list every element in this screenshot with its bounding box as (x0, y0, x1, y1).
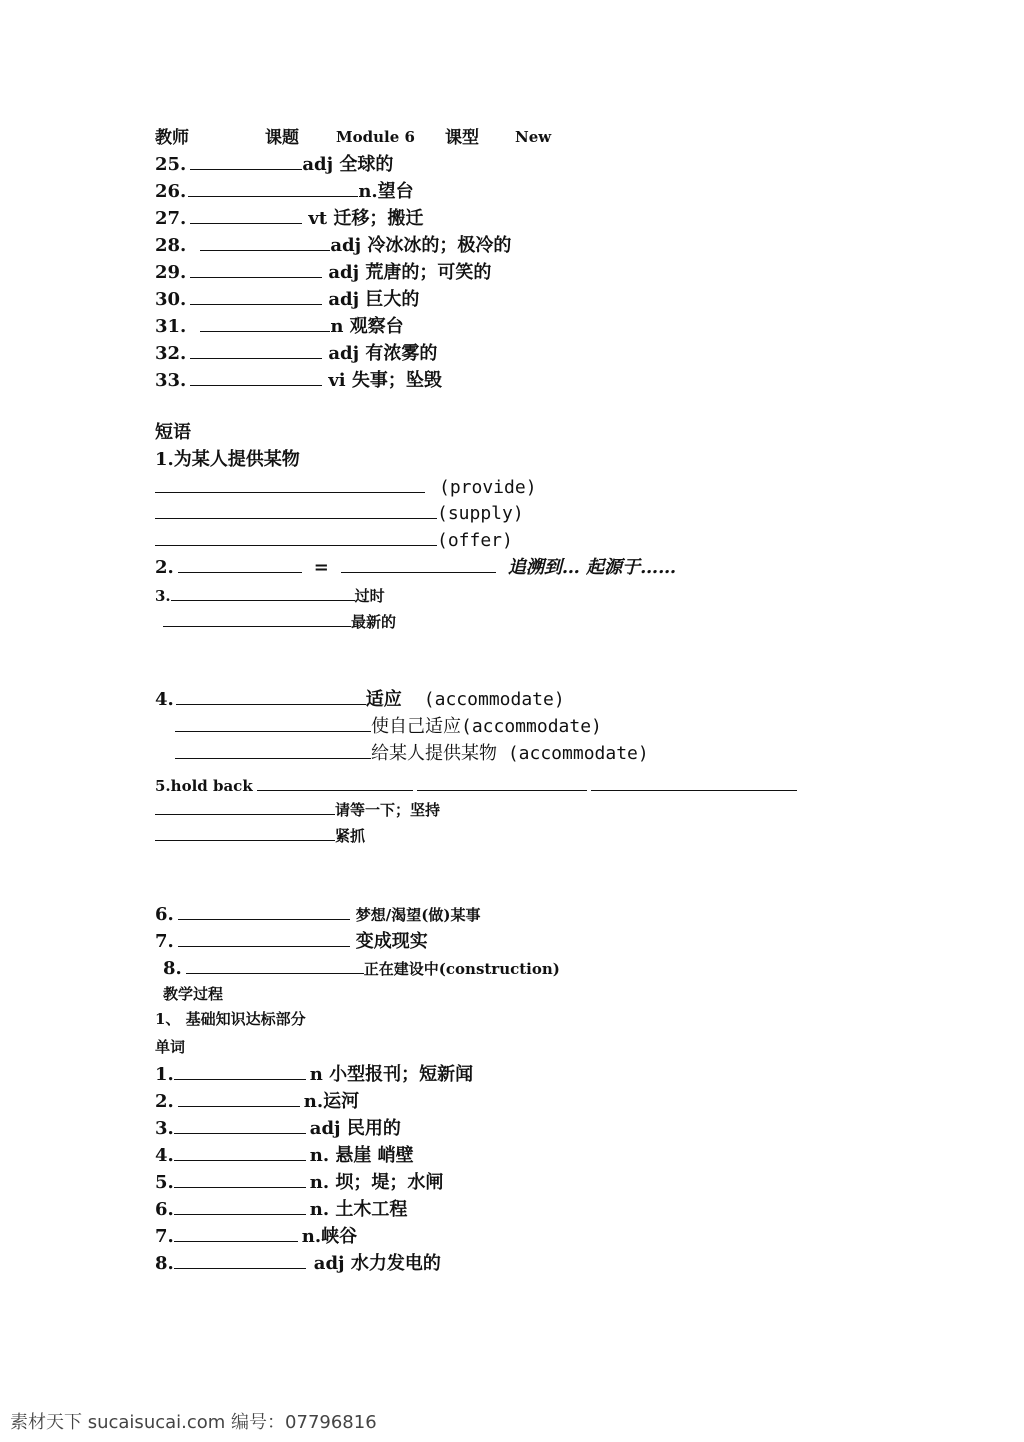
answer-blank[interactable] (417, 776, 587, 791)
type-value: New (515, 128, 552, 146)
module-name: Module 6 (336, 128, 415, 146)
phrase-5-line (155, 776, 797, 794)
list-item (155, 1254, 441, 1273)
phrase-1-title: 1.为某人提供某物 (155, 449, 300, 470)
list-item (155, 1119, 401, 1138)
item-meaning: 变成现实 (355, 931, 428, 952)
answer-blank[interactable] (341, 558, 496, 573)
item-meaning: adj 有浓雾的 (328, 343, 438, 364)
item-number: 30. (155, 289, 187, 310)
answer-blank[interactable] (178, 558, 302, 573)
item-meaning: 最新的 (351, 613, 397, 631)
answer-blank[interactable] (155, 826, 335, 841)
answer-blank[interactable] (155, 504, 437, 519)
list-item (155, 1065, 473, 1084)
phrase-7-line (155, 932, 428, 951)
item-number: 2. (155, 1091, 174, 1112)
answer-blank[interactable] (174, 1173, 306, 1188)
phrase-1-line-supply (155, 504, 524, 523)
item-meaning: 给某人提供某物 (accommodate) (371, 743, 649, 764)
item-number: 2. (155, 557, 174, 578)
phrase-label: 5.hold back (155, 777, 253, 795)
list-item (155, 1092, 359, 1111)
phrase-3-line-2 (163, 612, 396, 630)
answer-blank[interactable] (174, 1146, 306, 1161)
phrase-8-line (163, 959, 560, 978)
answer-blank[interactable] (591, 776, 797, 791)
answer-blank[interactable] (190, 290, 322, 305)
item-number: 33. (155, 370, 187, 391)
item-number: 5. (155, 1172, 174, 1193)
answer-blank[interactable] (200, 317, 330, 332)
item-number: 6. (155, 904, 174, 925)
answer-blank[interactable] (190, 155, 302, 170)
words-label: 单词 (155, 1038, 186, 1056)
item-number: 4. (155, 689, 174, 710)
answer-blank[interactable] (186, 959, 364, 974)
item-meaning: n 小型报刊；短新闻 (309, 1064, 474, 1085)
item-meaning: 使自己适应(accommodate) (371, 716, 602, 737)
item-meaning: adj 冷冰冰的；极冷的 (330, 235, 512, 256)
answer-blank[interactable] (174, 1200, 306, 1215)
list-item (155, 344, 437, 363)
answer-blank[interactable] (257, 776, 413, 791)
phrase-4-line-2 (175, 717, 602, 736)
item-meaning: adj 水力发电的 (313, 1253, 441, 1274)
hint-text: (provide) (439, 477, 537, 498)
item-number: 1. (155, 1064, 174, 1085)
item-meaning: n. 土木工程 (309, 1199, 408, 1220)
item-number: 26. (155, 181, 187, 202)
answer-blank[interactable] (178, 1092, 300, 1107)
list-item (155, 1200, 407, 1219)
answer-blank[interactable] (190, 209, 302, 224)
answer-blank[interactable] (174, 1119, 306, 1134)
item-number: 31. (155, 316, 187, 337)
list-item (155, 209, 423, 228)
answer-blank[interactable] (174, 1227, 298, 1242)
type-label: 课型 (445, 128, 479, 148)
item-number: 27. (155, 208, 187, 229)
list-item (155, 1173, 443, 1192)
list-item (155, 1146, 414, 1165)
answer-blank[interactable] (163, 612, 351, 627)
answer-blank[interactable] (188, 182, 358, 197)
phrase-6-line (155, 905, 480, 924)
item-number: 6. (155, 1199, 174, 1220)
answer-blank[interactable] (155, 800, 335, 815)
list-item (155, 290, 419, 309)
answer-blank[interactable] (190, 263, 322, 278)
item-meaning: n. 坝；堤；水闸 (309, 1172, 444, 1193)
answer-blank[interactable] (178, 932, 350, 947)
watermark-bar (0, 1400, 1024, 1442)
item-number: 32. (155, 343, 187, 364)
answer-blank[interactable] (175, 717, 371, 732)
item-meaning: n. 悬崖 峭壁 (309, 1145, 414, 1166)
phrase-1-line-offer (155, 531, 513, 550)
watermark-text: 素材天下 sucaisucai.com 编号：07796816 (10, 1412, 377, 1433)
list-item (155, 182, 414, 201)
list-item (155, 1227, 357, 1246)
phrase-4-line (155, 690, 565, 709)
item-number: 29. (155, 262, 187, 283)
answer-blank[interactable] (174, 1065, 306, 1080)
item-meaning: adj 全球的 (302, 154, 394, 175)
item-meaning: 紧抓 (335, 827, 366, 845)
answer-blank[interactable] (175, 744, 371, 759)
item-number: 3. (155, 587, 171, 605)
header-row (155, 130, 575, 150)
item-meaning: n 观察台 (330, 316, 404, 337)
answer-blank[interactable] (176, 690, 366, 705)
phrase-5-line-3 (155, 826, 365, 844)
phrase-2-line (155, 558, 676, 577)
item-meaning: n.峡谷 (301, 1226, 358, 1247)
equals-sign: = (313, 557, 329, 578)
answer-blank[interactable] (190, 371, 322, 386)
phrase-4-line-3 (175, 744, 649, 763)
section-title: 1、 基础知识达标部分 (155, 1010, 306, 1028)
answer-blank[interactable] (200, 236, 330, 251)
item-number: 7. (155, 931, 174, 952)
item-meaning: vi 失事；坠毁 (328, 370, 442, 391)
item-number: 28. (155, 235, 187, 256)
item-meaning: vt 迁移；搬迁 (308, 208, 424, 229)
answer-blank[interactable] (178, 905, 350, 920)
item-meaning: 梦想/渴望(做)某事 (355, 906, 481, 924)
item-meaning: adj 巨大的 (328, 289, 420, 310)
item-meaning: 适应 (365, 689, 402, 710)
answer-blank[interactable] (174, 1254, 306, 1269)
phrases-heading: 短语 (155, 422, 191, 443)
item-number: 8. (163, 958, 182, 979)
item-number: 4. (155, 1145, 174, 1166)
topic-label: 课题 (265, 128, 299, 148)
item-number: 3. (155, 1118, 174, 1139)
hint-text: (accommodate) (423, 689, 565, 710)
hint-text: (supply) (437, 503, 524, 524)
list-item (155, 317, 404, 336)
list-item (155, 371, 442, 390)
phrase-5-line-2 (155, 800, 440, 818)
item-number: 7. (155, 1226, 174, 1247)
answer-blank[interactable] (171, 586, 355, 601)
answer-blank[interactable] (190, 344, 322, 359)
list-item (155, 236, 511, 255)
item-meaning: 过时 (354, 587, 385, 605)
item-number: 25. (155, 154, 187, 175)
answer-blank[interactable] (155, 531, 437, 546)
list-item (155, 263, 491, 282)
item-meaning: 请等一下；坚持 (335, 801, 441, 819)
phrase-3-line (155, 586, 385, 604)
item-number: 8. (155, 1253, 174, 1274)
item-meaning: adj 民用的 (309, 1118, 401, 1139)
hint-text: (offer) (437, 530, 513, 551)
answer-blank[interactable] (155, 478, 425, 493)
process-heading: 教学过程 (163, 985, 224, 1003)
list-item (155, 155, 393, 174)
item-meaning: adj 荒唐的；可笑的 (328, 262, 492, 283)
item-meaning: n.运河 (303, 1091, 360, 1112)
phrase-1-line-provide (155, 478, 537, 497)
item-meaning: 正在建设中(construction) (363, 960, 560, 978)
item-meaning: 追溯到… 起源于…… (507, 557, 677, 578)
teacher-label: 教师 (155, 128, 189, 148)
item-meaning: n.望台 (358, 181, 414, 202)
